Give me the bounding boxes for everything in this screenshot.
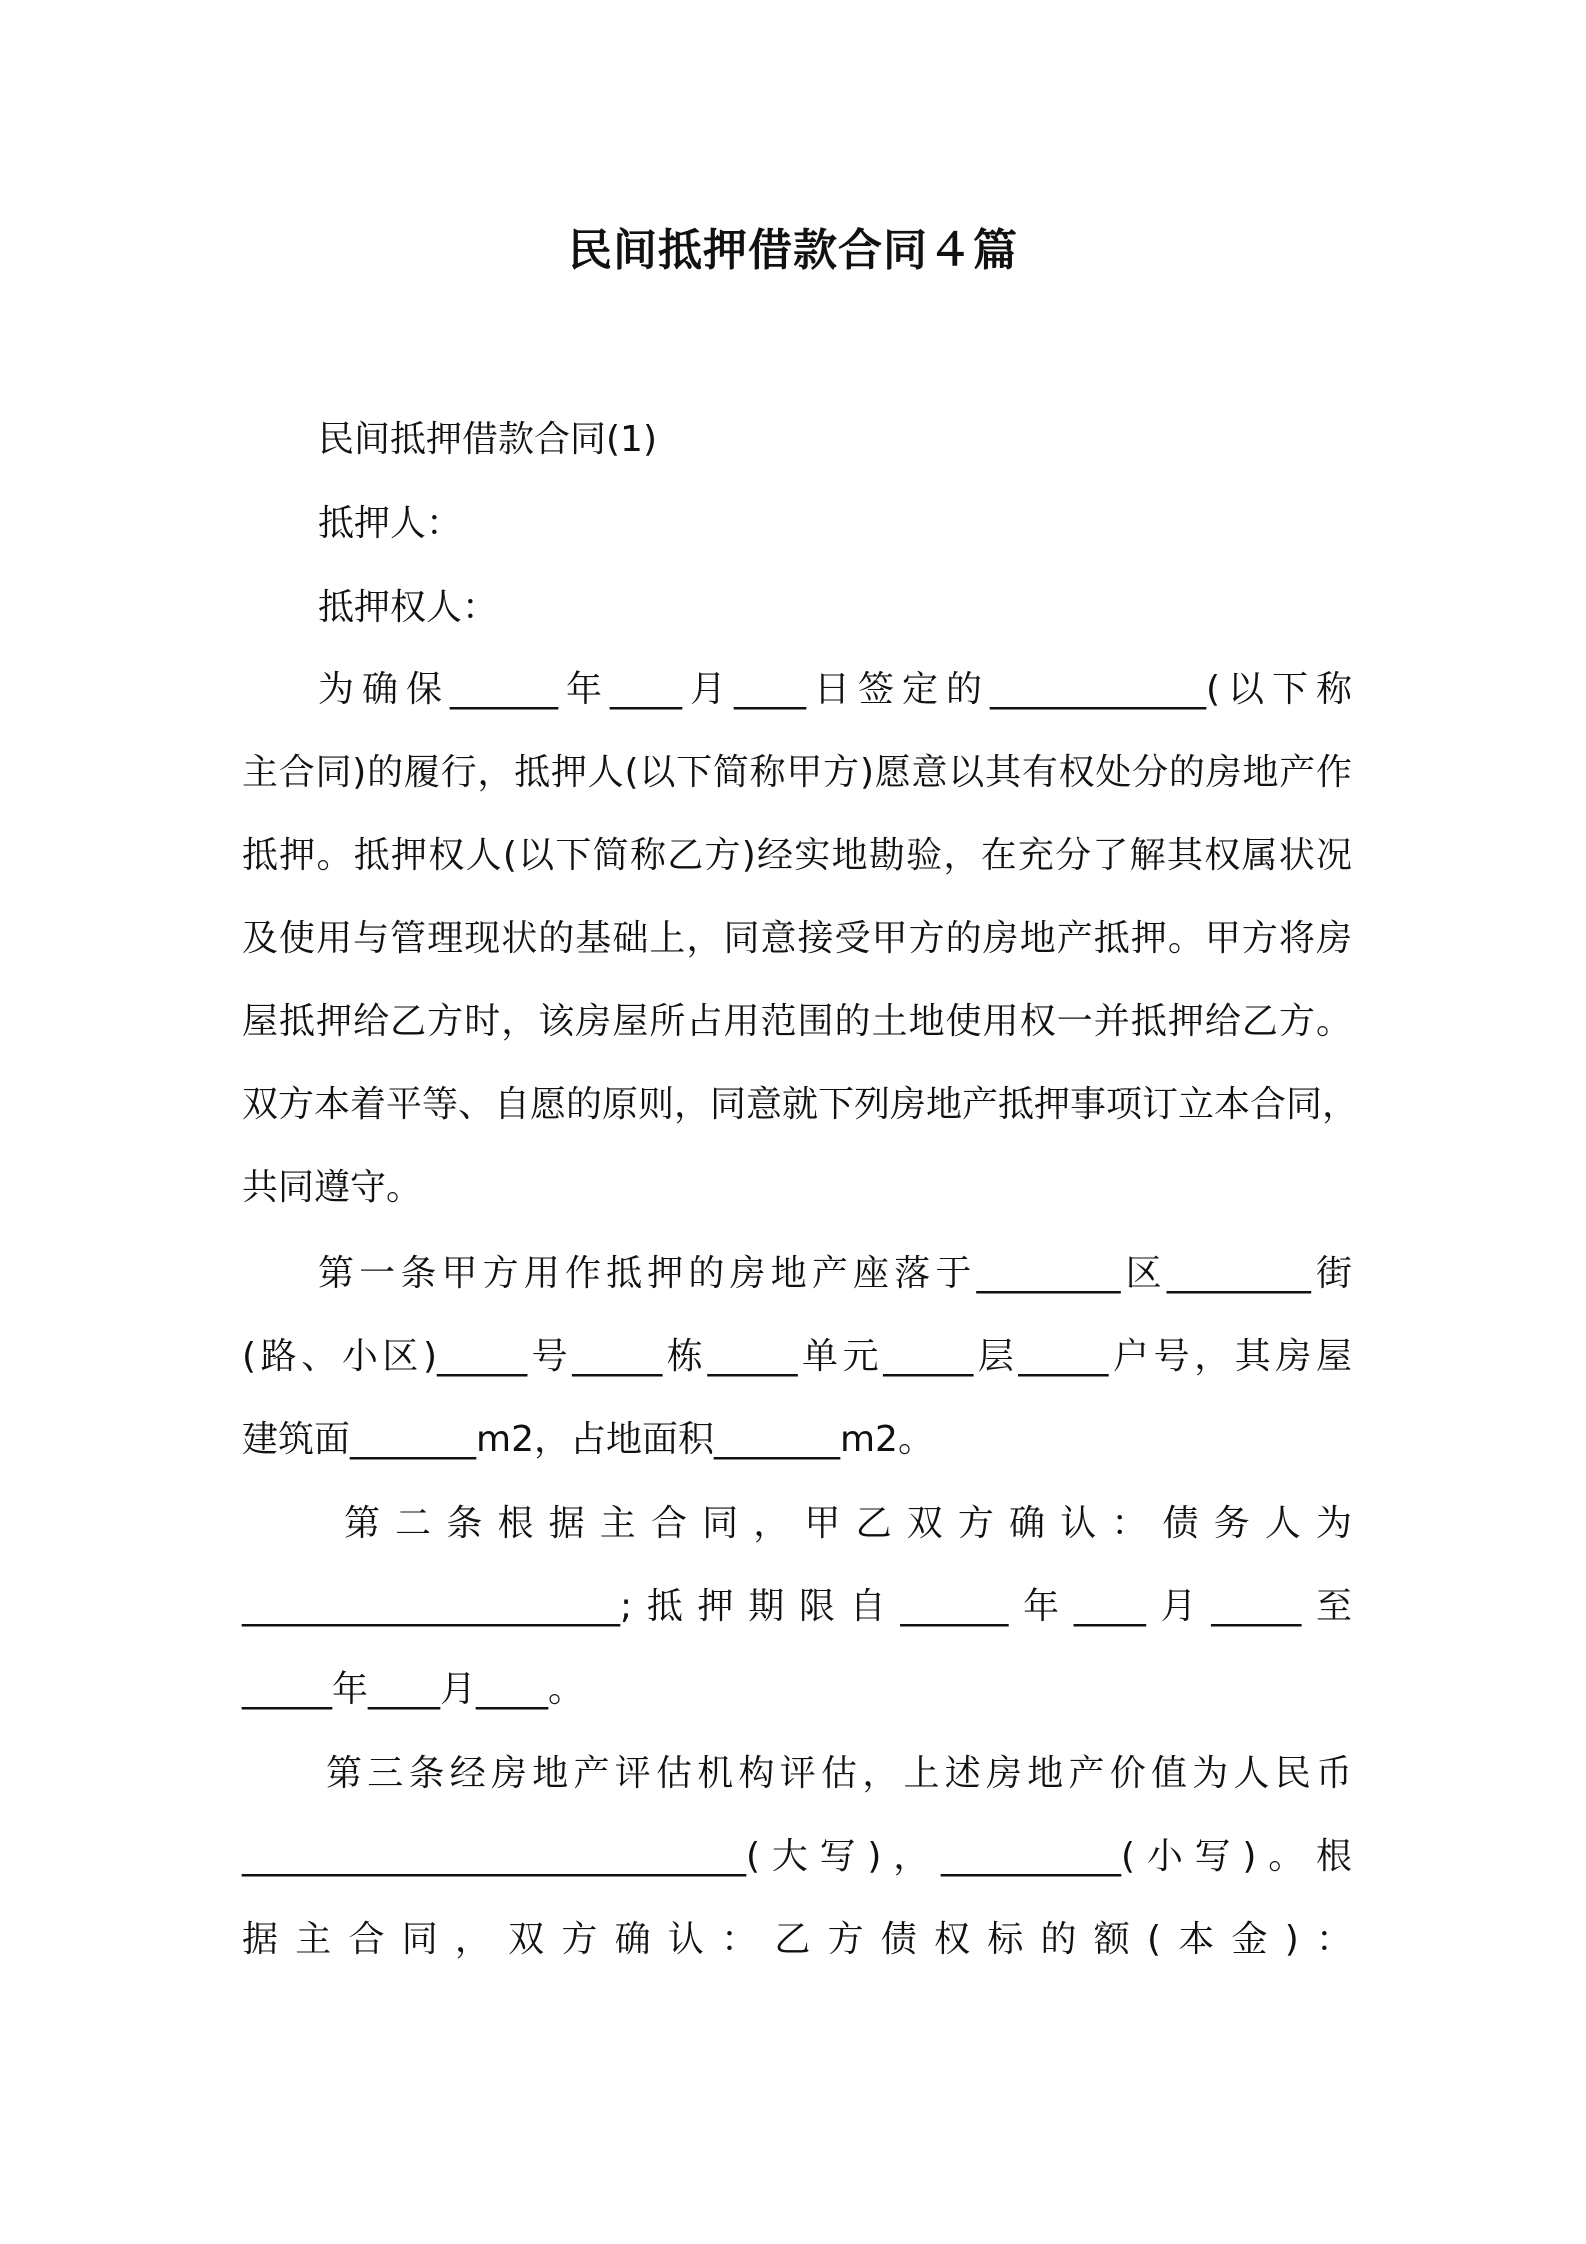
mortgagor-label: 抵押人： — [318, 503, 463, 544]
article2-line-2: _____________________;抵押期限自______年____月_____至 — [242, 1586, 1352, 1627]
article3-line-3: 据主合同，双方确认：乙方债权标的额(本金)： — [242, 1919, 1352, 1960]
intro-line-4: 及使用与管理现状的基础上，同意接受甲方的房地产抵押。甲方将房 — [242, 918, 1352, 959]
intro-line-1: 为确保______年____月____日签定的____________(以下称 — [318, 669, 1352, 710]
article2-line-3: _____年____月____。 — [242, 1669, 584, 1710]
article1-line-1: 第一条甲方用作抵押的房地产座落于________区________街 — [318, 1253, 1352, 1294]
intro-line-3: 抵押。抵押权人(以下简称乙方)经实地勘验，在充分了解其权属状况 — [242, 835, 1352, 876]
article3-line-1: 第三条经房地产评估机构评估，上述房地产价值为人民币 — [326, 1753, 1352, 1794]
contract-heading: 民间抵押借款合同(1) — [318, 419, 657, 460]
intro-line-5: 屋抵押给乙方时，该房屋所占用范围的土地使用权一并抵押给乙方。 — [242, 1001, 1352, 1042]
mortgagee-label: 抵押权人： — [318, 587, 499, 628]
article1-line-2: (路、小区)_____号_____栋_____单元_____层_____户号，其房屋 — [242, 1336, 1352, 1377]
article3-line-2: ____________________________(大写)，__________(小写)。根 — [242, 1836, 1352, 1877]
intro-line-2: 主合同)的履行，抵押人(以下简称甲方)愿意以其有权处分的房地产作 — [242, 752, 1352, 793]
article2-line-1: 第二条根据主合同，甲乙双方确认：债务人为 — [344, 1503, 1352, 1544]
intro-line-7: 共同遵守。 — [242, 1167, 423, 1208]
intro-line-6: 双方本着平等、自愿的原则，同意就下列房地产抵押事项订立本合同， — [242, 1084, 1359, 1125]
document-title: 民间抵押借款合同４篇 — [568, 225, 1018, 276]
article1-line-3: 建筑面_______m2，占地面积_______m2。 — [242, 1419, 934, 1460]
